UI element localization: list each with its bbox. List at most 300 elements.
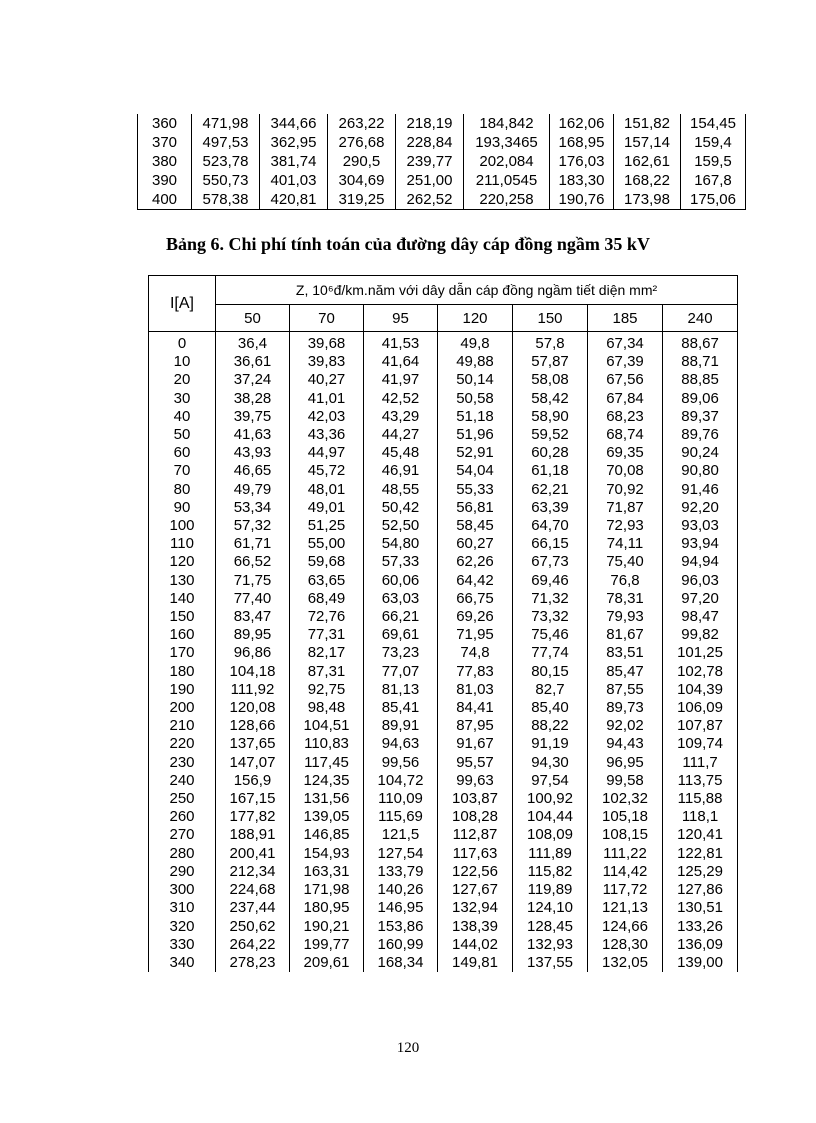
cost-cell: 276,68 [328, 133, 396, 152]
current-cell: 140 [149, 590, 216, 608]
cost-cell: 74,11 [588, 535, 663, 553]
cross-section-header: 70 [290, 305, 364, 332]
current-cell: 260 [149, 808, 216, 826]
cost-cell: 137,65 [216, 735, 290, 753]
cost-cell: 362,95 [260, 133, 328, 152]
cost-cell: 68,74 [588, 426, 663, 444]
cost-cell: 74,8 [438, 644, 513, 662]
cost-table-header [149, 276, 738, 332]
cost-cell: 162,06 [550, 114, 614, 133]
cost-cell: 176,03 [550, 152, 614, 171]
cost-cell: 163,31 [290, 863, 364, 881]
cost-cell: 48,01 [290, 481, 364, 499]
cost-cell: 100,92 [513, 790, 588, 808]
current-cell: 190 [149, 681, 216, 699]
cost-cell: 108,28 [438, 808, 513, 826]
cost-cell: 55,00 [290, 535, 364, 553]
cost-cell: 99,56 [364, 754, 438, 772]
continuation-table [137, 114, 746, 210]
cost-cell: 149,81 [438, 954, 513, 972]
current-cell: 130 [149, 572, 216, 590]
table-row [149, 499, 738, 517]
continuation-row [138, 114, 746, 133]
cost-cell: 46,65 [216, 462, 290, 480]
cost-cell: 90,24 [663, 444, 738, 462]
current-cell: 240 [149, 772, 216, 790]
cost-cell: 209,61 [290, 954, 364, 972]
cost-cell: 38,28 [216, 390, 290, 408]
cost-cell: 88,85 [663, 371, 738, 389]
table-row [149, 699, 738, 717]
current-cell: 230 [149, 754, 216, 772]
cost-cell: 89,37 [663, 408, 738, 426]
cost-cell: 61,71 [216, 535, 290, 553]
cost-cell: 137,55 [513, 954, 588, 972]
current-cell: 100 [149, 517, 216, 535]
cost-cell: 177,82 [216, 808, 290, 826]
cost-cell: 94,63 [364, 735, 438, 753]
current-cell: 220 [149, 735, 216, 753]
cost-cell: 180,95 [290, 899, 364, 917]
cost-cell: 104,39 [663, 681, 738, 699]
cost-cell: 41,97 [364, 371, 438, 389]
cost-cell: 77,83 [438, 663, 513, 681]
cost-cell: 117,45 [290, 754, 364, 772]
cost-cell: 99,63 [438, 772, 513, 790]
cost-cell: 125,29 [663, 863, 738, 881]
cost-cell: 94,43 [588, 735, 663, 753]
table-row [149, 481, 738, 499]
cost-cell: 127,86 [663, 881, 738, 899]
cost-cell: 84,41 [438, 699, 513, 717]
cost-cell: 94,94 [663, 553, 738, 571]
current-cell: 300 [149, 881, 216, 899]
table-row [149, 808, 738, 826]
cost-cell: 193,3465 [464, 133, 550, 152]
cost-cell: 93,03 [663, 517, 738, 535]
cost-cell: 122,81 [663, 845, 738, 863]
cost-cell: 81,67 [588, 626, 663, 644]
cost-cell: 82,7 [513, 681, 588, 699]
cost-cell: 49,88 [438, 353, 513, 371]
cost-cell: 128,30 [588, 936, 663, 954]
current-cell: 270 [149, 826, 216, 844]
cost-cell: 76,8 [588, 572, 663, 590]
cost-cell: 171,98 [290, 881, 364, 899]
cost-cell: 66,75 [438, 590, 513, 608]
cost-cell: 43,29 [364, 408, 438, 426]
cost-cell: 79,93 [588, 608, 663, 626]
cost-cell: 82,17 [290, 644, 364, 662]
cost-cell: 36,61 [216, 353, 290, 371]
cost-cell: 93,94 [663, 535, 738, 553]
cost-cell: 139,05 [290, 808, 364, 826]
cost-cell: 87,31 [290, 663, 364, 681]
cost-cell: 51,25 [290, 517, 364, 535]
cost-cell: 71,75 [216, 572, 290, 590]
cost-cell: 224,68 [216, 881, 290, 899]
cost-cell: 39,75 [216, 408, 290, 426]
cost-cell: 50,42 [364, 499, 438, 517]
cost-cell: 97,20 [663, 590, 738, 608]
cost-cell: 62,26 [438, 553, 513, 571]
page-number: 120 [396, 1040, 420, 1056]
table-row [149, 332, 738, 354]
cost-cell: 124,66 [588, 918, 663, 936]
cost-cell: 46,91 [364, 462, 438, 480]
cost-cell: 130,51 [663, 899, 738, 917]
table-row [149, 408, 738, 426]
cross-section-header: 240 [663, 305, 738, 332]
cost-cell: 132,93 [513, 936, 588, 954]
cost-cell: 118,1 [663, 808, 738, 826]
cost-cell: 87,95 [438, 717, 513, 735]
cost-cell: 54,04 [438, 462, 513, 480]
cost-cell: 101,25 [663, 644, 738, 662]
cost-cell: 91,19 [513, 735, 588, 753]
cost-cell: 220,258 [464, 190, 550, 210]
table-row [149, 735, 738, 753]
cost-cell: 50,58 [438, 390, 513, 408]
cost-cell: 77,07 [364, 663, 438, 681]
cost-cell: 132,94 [438, 899, 513, 917]
cost-cell: 131,56 [290, 790, 364, 808]
cost-cell: 250,62 [216, 918, 290, 936]
cost-cell: 237,44 [216, 899, 290, 917]
cost-cell: 212,34 [216, 863, 290, 881]
cost-cell: 106,09 [663, 699, 738, 717]
cost-cell: 73,23 [364, 644, 438, 662]
cost-cell: 132,05 [588, 954, 663, 972]
table-row [149, 553, 738, 571]
cost-cell: 89,76 [663, 426, 738, 444]
cost-cell: 133,26 [663, 918, 738, 936]
cost-cell: 88,71 [663, 353, 738, 371]
table-row [149, 371, 738, 389]
cost-cell: 90,80 [663, 462, 738, 480]
cost-cell: 127,54 [364, 845, 438, 863]
cost-cell: 162,61 [614, 152, 681, 171]
cost-cell: 122,56 [438, 863, 513, 881]
cost-cell: 117,72 [588, 881, 663, 899]
cost-cell: 127,67 [438, 881, 513, 899]
current-cell: 210 [149, 717, 216, 735]
cost-cell: 66,15 [513, 535, 588, 553]
cost-cell: 173,98 [614, 190, 681, 210]
cost-cell: 94,30 [513, 754, 588, 772]
cost-cell: 63,39 [513, 499, 588, 517]
cost-cell: 110,09 [364, 790, 438, 808]
table-row [149, 644, 738, 662]
table-row [149, 590, 738, 608]
cost-cell: 264,22 [216, 936, 290, 954]
cost-cell: 62,21 [513, 481, 588, 499]
table-row [149, 936, 738, 954]
cost-cell: 60,28 [513, 444, 588, 462]
table-row [149, 899, 738, 917]
cost-cell: 51,96 [438, 426, 513, 444]
current-cell: 90 [149, 499, 216, 517]
cost-cell: 99,82 [663, 626, 738, 644]
current-cell: 160 [149, 626, 216, 644]
cost-cell: 81,03 [438, 681, 513, 699]
cost-cell: 153,86 [364, 918, 438, 936]
cost-cell: 88,22 [513, 717, 588, 735]
cost-cell: 67,73 [513, 553, 588, 571]
current-cell: 30 [149, 390, 216, 408]
cost-cell: 49,01 [290, 499, 364, 517]
cost-cell: 85,41 [364, 699, 438, 717]
table-row [149, 426, 738, 444]
current-cell: 280 [149, 845, 216, 863]
continuation-row [138, 152, 746, 171]
cost-cell: 96,86 [216, 644, 290, 662]
continuation-row [138, 133, 746, 152]
cost-cell: 58,08 [513, 371, 588, 389]
cost-cell: 154,93 [290, 845, 364, 863]
cost-cell: 57,87 [513, 353, 588, 371]
table-row [149, 863, 738, 881]
cost-cell: 41,01 [290, 390, 364, 408]
cost-cell: 68,23 [588, 408, 663, 426]
cost-cell: 66,21 [364, 608, 438, 626]
current-cell: 310 [149, 899, 216, 917]
cost-cell: 151,82 [614, 114, 681, 133]
cost-cell: 160,99 [364, 936, 438, 954]
cost-cell: 91,67 [438, 735, 513, 753]
cost-cell: 138,39 [438, 918, 513, 936]
cost-cell: 41,63 [216, 426, 290, 444]
cost-cell: 39,68 [290, 332, 364, 354]
cost-cell: 72,76 [290, 608, 364, 626]
cost-cell: 58,90 [513, 408, 588, 426]
cost-cell: 140,26 [364, 881, 438, 899]
cost-cell: 68,49 [290, 590, 364, 608]
cost-cell: 66,52 [216, 553, 290, 571]
cost-cell: 44,97 [290, 444, 364, 462]
cost-cell: 61,18 [513, 462, 588, 480]
cost-cell: 77,40 [216, 590, 290, 608]
cost-cell: 104,72 [364, 772, 438, 790]
table-row [149, 626, 738, 644]
current-cell: 110 [149, 535, 216, 553]
current-cell: 10 [149, 353, 216, 371]
current-column-header: I[A] [149, 276, 216, 332]
cost-cell: 43,36 [290, 426, 364, 444]
cost-cell: 83,51 [588, 644, 663, 662]
cost-cell: 52,50 [364, 517, 438, 535]
table-row [149, 826, 738, 844]
cost-cell: 71,87 [588, 499, 663, 517]
cost-cell: 124,35 [290, 772, 364, 790]
cost-cell: 99,58 [588, 772, 663, 790]
cost-cell: 52,91 [438, 444, 513, 462]
cost-group-header: Z, 10⁶đ/km.năm với dây dẫn cáp đồng ngầm tiết diện mm² [216, 276, 738, 305]
table-row [149, 462, 738, 480]
cost-cell: 67,56 [588, 371, 663, 389]
cost-cell: 49,8 [438, 332, 513, 354]
cost-cell: 111,22 [588, 845, 663, 863]
cost-cell: 156,9 [216, 772, 290, 790]
cost-cell: 56,81 [438, 499, 513, 517]
cost-cell: 70,92 [588, 481, 663, 499]
cost-cell: 80,15 [513, 663, 588, 681]
cost-cell: 98,47 [663, 608, 738, 626]
cost-cell: 73,32 [513, 608, 588, 626]
cost-cell: 51,18 [438, 408, 513, 426]
cost-cell: 92,75 [290, 681, 364, 699]
table-row [149, 717, 738, 735]
cost-cell: 133,79 [364, 863, 438, 881]
cost-cell: 45,48 [364, 444, 438, 462]
table-row [149, 881, 738, 899]
cost-cell: 75,46 [513, 626, 588, 644]
cost-cell: 87,55 [588, 681, 663, 699]
cost-cell: 77,74 [513, 644, 588, 662]
cost-cell: 263,22 [328, 114, 396, 133]
cost-cell: 578,38 [192, 190, 260, 210]
cross-section-header-row [149, 305, 738, 332]
cost-cell: 63,65 [290, 572, 364, 590]
table-row [149, 954, 738, 972]
cost-cell: 50,14 [438, 371, 513, 389]
current-cell: 320 [149, 918, 216, 936]
current-cell: 290 [149, 863, 216, 881]
table-row [149, 517, 738, 535]
table-row [149, 572, 738, 590]
cost-cell: 71,32 [513, 590, 588, 608]
cost-cell: 147,07 [216, 754, 290, 772]
cost-cell: 188,91 [216, 826, 290, 844]
table-row [149, 353, 738, 371]
cost-cell: 117,63 [438, 845, 513, 863]
cost-cell: 89,73 [588, 699, 663, 717]
cost-cell: 40,27 [290, 371, 364, 389]
current-cell: 20 [149, 371, 216, 389]
cost-cell: 183,30 [550, 171, 614, 190]
table-row [149, 444, 738, 462]
cost-cell: 168,34 [364, 954, 438, 972]
cost-cell: 200,41 [216, 845, 290, 863]
cost-cell: 92,20 [663, 499, 738, 517]
cost-cell: 167,15 [216, 790, 290, 808]
cost-cell: 37,24 [216, 371, 290, 389]
cost-cell: 290,5 [328, 152, 396, 171]
cost-cell: 168,95 [550, 133, 614, 152]
current-cell: 370 [138, 133, 192, 152]
current-cell: 150 [149, 608, 216, 626]
current-cell: 200 [149, 699, 216, 717]
cost-cell: 109,74 [663, 735, 738, 753]
cost-cell: 36,4 [216, 332, 290, 354]
cost-cell: 57,33 [364, 553, 438, 571]
cost-cell: 239,77 [396, 152, 464, 171]
cost-cell: 63,03 [364, 590, 438, 608]
cost-cell: 120,41 [663, 826, 738, 844]
cost-cell: 103,87 [438, 790, 513, 808]
cost-cell: 262,52 [396, 190, 464, 210]
cost-cell: 168,22 [614, 171, 681, 190]
cost-cell: 115,82 [513, 863, 588, 881]
cost-cell: 102,32 [588, 790, 663, 808]
cost-cell: 278,23 [216, 954, 290, 972]
cost-cell: 121,5 [364, 826, 438, 844]
continuation-row [138, 190, 746, 210]
cost-cell: 211,0545 [464, 171, 550, 190]
cost-cell: 59,52 [513, 426, 588, 444]
cost-cell: 159,5 [681, 152, 746, 171]
cost-cell: 59,68 [290, 553, 364, 571]
cost-cell: 120,08 [216, 699, 290, 717]
cost-cell: 49,79 [216, 481, 290, 499]
cost-cell: 67,34 [588, 332, 663, 354]
cost-cell: 89,06 [663, 390, 738, 408]
cost-cell: 98,48 [290, 699, 364, 717]
current-cell: 60 [149, 444, 216, 462]
cost-cell: 45,72 [290, 462, 364, 480]
cross-section-header: 185 [588, 305, 663, 332]
cost-cell: 401,03 [260, 171, 328, 190]
cost-cell: 78,31 [588, 590, 663, 608]
current-cell: 340 [149, 954, 216, 972]
cost-cell: 48,55 [364, 481, 438, 499]
cost-cell: 146,95 [364, 899, 438, 917]
cost-cell: 85,40 [513, 699, 588, 717]
cost-cell: 104,18 [216, 663, 290, 681]
cost-cell: 89,91 [364, 717, 438, 735]
cost-cell: 42,52 [364, 390, 438, 408]
cost-cell: 146,85 [290, 826, 364, 844]
cost-cell: 83,47 [216, 608, 290, 626]
cost-cell: 114,42 [588, 863, 663, 881]
cost-cell: 57,32 [216, 517, 290, 535]
cost-cell: 167,8 [681, 171, 746, 190]
cost-cell: 144,02 [438, 936, 513, 954]
cost-cell: 89,95 [216, 626, 290, 644]
cost-cell: 111,7 [663, 754, 738, 772]
cost-cell: 523,78 [192, 152, 260, 171]
cost-cell: 69,35 [588, 444, 663, 462]
cost-cell: 104,44 [513, 808, 588, 826]
cost-cell: 75,40 [588, 553, 663, 571]
cost-cell: 381,74 [260, 152, 328, 171]
cost-cell: 96,95 [588, 754, 663, 772]
cost-cell: 39,83 [290, 353, 364, 371]
cost-cell: 43,93 [216, 444, 290, 462]
cost-cell: 420,81 [260, 190, 328, 210]
cost-cell: 175,06 [681, 190, 746, 210]
cost-cell: 69,46 [513, 572, 588, 590]
current-cell: 360 [138, 114, 192, 133]
cost-cell: 77,31 [290, 626, 364, 644]
cost-cell: 136,09 [663, 936, 738, 954]
current-cell: 180 [149, 663, 216, 681]
table-row [149, 663, 738, 681]
cost-cell: 139,00 [663, 954, 738, 972]
cost-cell: 81,13 [364, 681, 438, 699]
cost-cell: 157,14 [614, 133, 681, 152]
cost-cell: 72,93 [588, 517, 663, 535]
cost-cell: 471,98 [192, 114, 260, 133]
cost-cell: 42,03 [290, 408, 364, 426]
current-cell: 40 [149, 408, 216, 426]
cost-cell: 104,51 [290, 717, 364, 735]
cost-cell: 550,73 [192, 171, 260, 190]
cost-cell: 184,842 [464, 114, 550, 133]
cost-cell: 44,27 [364, 426, 438, 444]
cost-cell: 97,54 [513, 772, 588, 790]
current-cell: 50 [149, 426, 216, 444]
